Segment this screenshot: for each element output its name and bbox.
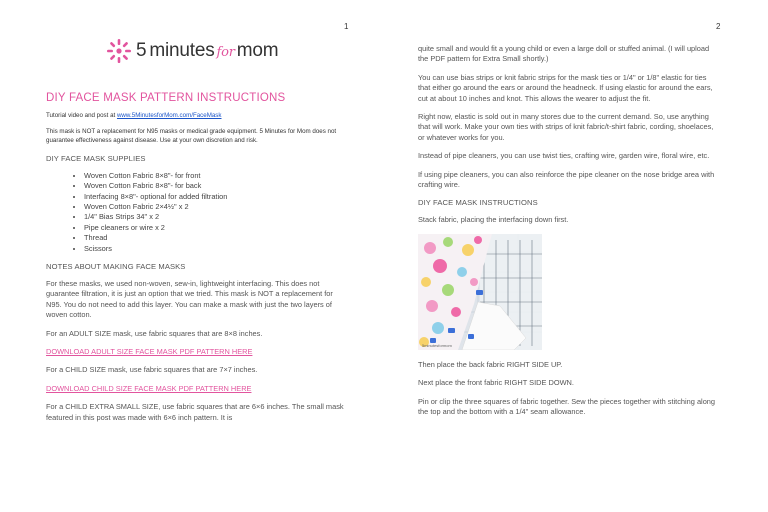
pipe-cleaner-paragraph: Instead of pipe cleaners, you can use twist ties, crafting wire, garden wire, floral wire, etc. bbox=[418, 151, 710, 161]
elastic-paragraph: Right now, elastic is sold out in many stores due to the current demand. So, use anything that will work. Make your own ties with strips of knit fabric/t-shirt fabric, cording, shoelaces, or whatever works for you. bbox=[418, 112, 714, 142]
fabric-stack-photo bbox=[418, 234, 542, 350]
list-item: • Pipe cleaners or wire x 2 bbox=[84, 223, 346, 233]
supplies-list bbox=[46, 171, 346, 254]
svg-text:5minutesformom: 5minutesformom bbox=[422, 342, 452, 348]
list-item: • Woven Cotton Fabric 2×4½" x 2 bbox=[84, 202, 346, 212]
page-1-content bbox=[46, 92, 346, 431]
reinforce-paragraph: If using pipe cleaners, you can also reinforce the pipe cleaner on the nose bridge area with crafting wire. bbox=[418, 169, 715, 190]
ties-paragraph: You can use bias strips or knit fabric strips for the mask ties or 1/4" or 1/8" elastic for ties that either go around the ears or around the headneck. If using elastic for around the ears, cut at about 10 inches and knot. This allows the wearer to adjust the fit. bbox=[418, 72, 713, 103]
child-size-paragraph: For a CHILD SIZE mask, use fabric squares that are 7×7 inches. bbox=[46, 365, 258, 375]
page-number: 1 bbox=[344, 22, 349, 31]
notes-heading: NOTES ABOUT MAKING FACE MASKS bbox=[46, 261, 186, 271]
page-2-content bbox=[418, 44, 720, 426]
step-3: Next place the front fabric RIGHT SIDE DOWN. bbox=[418, 378, 574, 388]
instructions-heading: DIY FACE MASK INSTRUCTIONS bbox=[418, 198, 538, 208]
list-item: • Interfacing 8×8"- optional for added filtration bbox=[84, 192, 346, 202]
disclaimer: This mask is NOT a replacement for N95 masks or medical grade equipment. 5 Minutes for Mom does not guarantee effectiveness against disease. Use at your own discretion and risk. bbox=[46, 128, 337, 145]
list-item: • Woven Cotton Fabric 8×8"- for back bbox=[84, 181, 346, 191]
adult-pattern-link[interactable]: DOWNLOAD ADULT SIZE FACE MASK PDF PATTERN HERE bbox=[46, 346, 253, 356]
continued-paragraph: quite small and would fit a young child or even a large doll or stuffed animal. (I will upload the PDF pattern for Extra Small shortly.) bbox=[418, 44, 710, 64]
intro-line: Tutorial video and post at www.5MinutesforMom.com/FaceMask bbox=[46, 112, 222, 119]
logo-wordmark: 5 minutes for mom bbox=[136, 40, 279, 61]
step-1: Stack fabric, placing the interfacing down first. bbox=[418, 215, 569, 225]
supplies-heading: DIY FACE MASK SUPPLIES bbox=[46, 153, 146, 163]
extra-small-paragraph: For a CHILD EXTRA SMALL SIZE, use fabric squares that are 6×6 inches. The small mask featured in this post was made with 6×6 inch pattern. It is bbox=[46, 402, 344, 422]
list-item: • Woven Cotton Fabric 8×8"- for front bbox=[84, 171, 346, 181]
brand-logo bbox=[106, 38, 278, 64]
child-pattern-link[interactable]: DOWNLOAD CHILD SIZE FACE MASK PDF PATTERN HERE bbox=[46, 383, 252, 393]
adult-size-paragraph: For an ADULT SIZE mask, use fabric squares that are 8×8 inches. bbox=[46, 328, 263, 338]
list-item: • Scissors bbox=[84, 244, 346, 254]
fabric-photo-illustration bbox=[418, 234, 542, 350]
tutorial-link[interactable]: www.5MinutesforMom.com/FaceMask bbox=[116, 112, 222, 119]
page-2 bbox=[384, 0, 768, 512]
document-title: DIY FACE MASK PATTERN INSTRUCTIONS bbox=[46, 92, 286, 104]
page-number: 2 bbox=[716, 22, 721, 31]
list-item: • Thread bbox=[84, 233, 346, 243]
step-2: Then place the back fabric RIGHT SIDE UP. bbox=[418, 359, 563, 369]
flower-logo-icon bbox=[106, 38, 132, 64]
list-item: • 1/4" Bias Strips 34" x 2 bbox=[84, 212, 346, 222]
notes-paragraph: For these masks, we used non-woven, sew-in, lightweight interfacing. This does not guarantee filtration, it is just an option that we tried. This mask is NOT a replacement for N95. You do not need to add this layer. You can make a mask with just the two layers of woven cotton. bbox=[46, 278, 333, 320]
step-4: Pin or clip the three squares of fabric together. Sew the pieces together with stitching along the top and the bottom with a 1/4" seam allowance. bbox=[418, 396, 716, 417]
